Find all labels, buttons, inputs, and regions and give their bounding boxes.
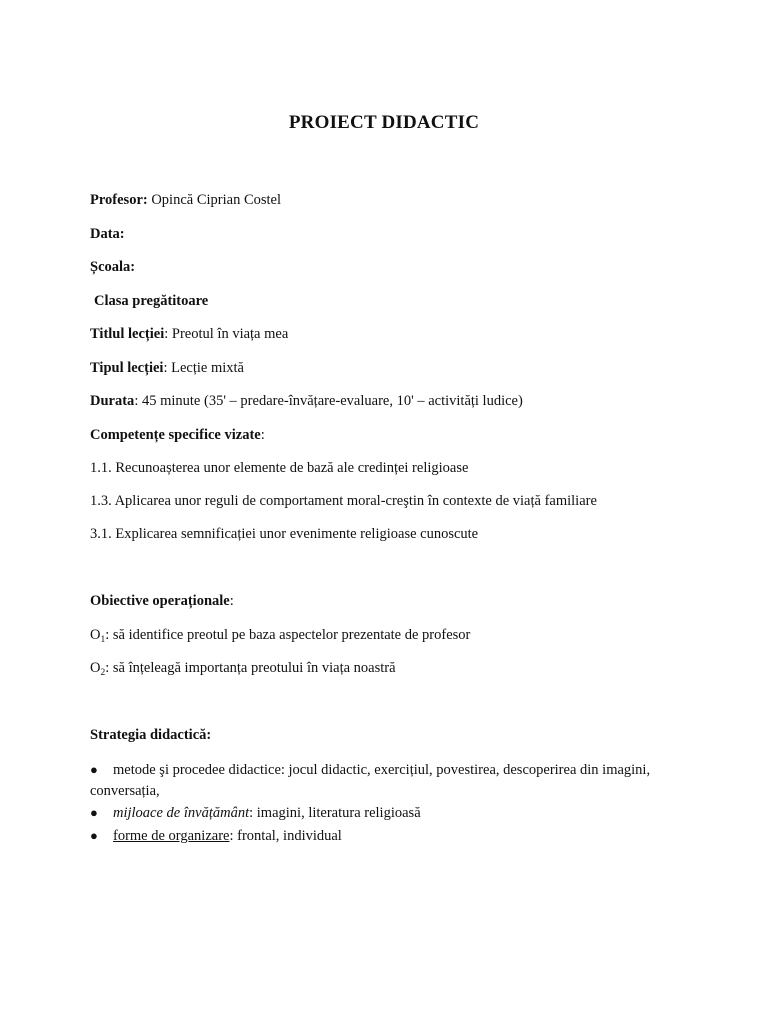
strategia-item-text: : imagini, literatura religioasă bbox=[249, 805, 421, 821]
clasa-label: Clasa pregătitoare bbox=[94, 293, 209, 309]
data-line bbox=[90, 225, 125, 243]
obiectiv-item bbox=[90, 626, 470, 649]
bullet-icon: ● bbox=[90, 828, 98, 843]
strategia-item-emphasis: mijloace de învățământ bbox=[113, 805, 250, 821]
durata-label: Durata bbox=[90, 393, 135, 409]
titlul-label: Titlul lecției bbox=[90, 326, 165, 342]
strategia-label: Strategia didactică: bbox=[90, 727, 212, 743]
tipul-label: Tipul lecției bbox=[90, 360, 164, 376]
obiective-heading bbox=[90, 592, 234, 610]
titlul-line bbox=[90, 325, 288, 343]
data-label: Data: bbox=[90, 226, 125, 242]
strategia-item-text: metode şi procedee didactice: jocul didactic, exercițiul, povestirea, descoperirea din imagini, bbox=[113, 762, 651, 778]
profesor-value: Opincă Ciprian Costel bbox=[147, 192, 281, 208]
obiectiv-text: : să înțeleagă importanța preotului în viața noastră bbox=[105, 660, 396, 676]
tipul-value: : Lecție mixtă bbox=[163, 360, 244, 376]
strategia-item-emphasis: forme de organizare bbox=[113, 828, 230, 844]
profesor-line bbox=[90, 191, 281, 209]
scoala-line bbox=[90, 258, 135, 276]
durata-value: : 45 minute (35' – predare-învățare-evaluare, 10' – activități ludice) bbox=[134, 393, 523, 409]
document-title: PROIECT DIDACTIC bbox=[288, 112, 480, 133]
obiectiv-subscript: 2 bbox=[100, 668, 106, 678]
strategia-heading bbox=[90, 726, 211, 744]
durata-line bbox=[90, 392, 523, 410]
scoala-label: Școala: bbox=[90, 259, 136, 275]
competente-label: Competențe specifice vizate bbox=[90, 427, 261, 443]
bullet-icon: ● bbox=[90, 762, 98, 777]
bullet-icon: ● bbox=[90, 805, 98, 820]
competenta-item: 3.1. Explicarea semnificației unor evenimente religioase cunoscute bbox=[90, 526, 479, 542]
obiectiv-item bbox=[90, 659, 396, 682]
competente-heading bbox=[90, 426, 265, 444]
obiectiv-code: O bbox=[90, 627, 101, 643]
titlul-value: : Preotul în viața mea bbox=[164, 326, 289, 342]
tipul-line bbox=[90, 359, 244, 377]
competente-suffix: : bbox=[260, 427, 265, 443]
strategia-item-content bbox=[113, 825, 342, 847]
strategia-item-text: : frontal, individual bbox=[229, 828, 342, 844]
obiectiv-subscript: 1 bbox=[100, 635, 106, 645]
obiective-label: Obiective operaționale bbox=[90, 593, 230, 609]
strategia-item-content bbox=[113, 802, 421, 824]
clasa-line bbox=[94, 292, 208, 310]
profesor-label: Profesor: bbox=[90, 192, 148, 208]
obiective-suffix: : bbox=[229, 593, 234, 609]
competenta-item: 1.1. Recunoașterea unor elemente de bază ale credinței religioase bbox=[90, 460, 469, 476]
strategia-item-continuation: conversația, bbox=[90, 783, 160, 799]
obiectiv-text: : să identifice preotul pe baza aspectelor prezentate de profesor bbox=[105, 627, 471, 643]
obiectiv-code: O bbox=[90, 660, 101, 676]
competenta-item: 1.3. Aplicarea unor reguli de comportament moral-creştin în contexte de viață familiare bbox=[90, 493, 597, 509]
